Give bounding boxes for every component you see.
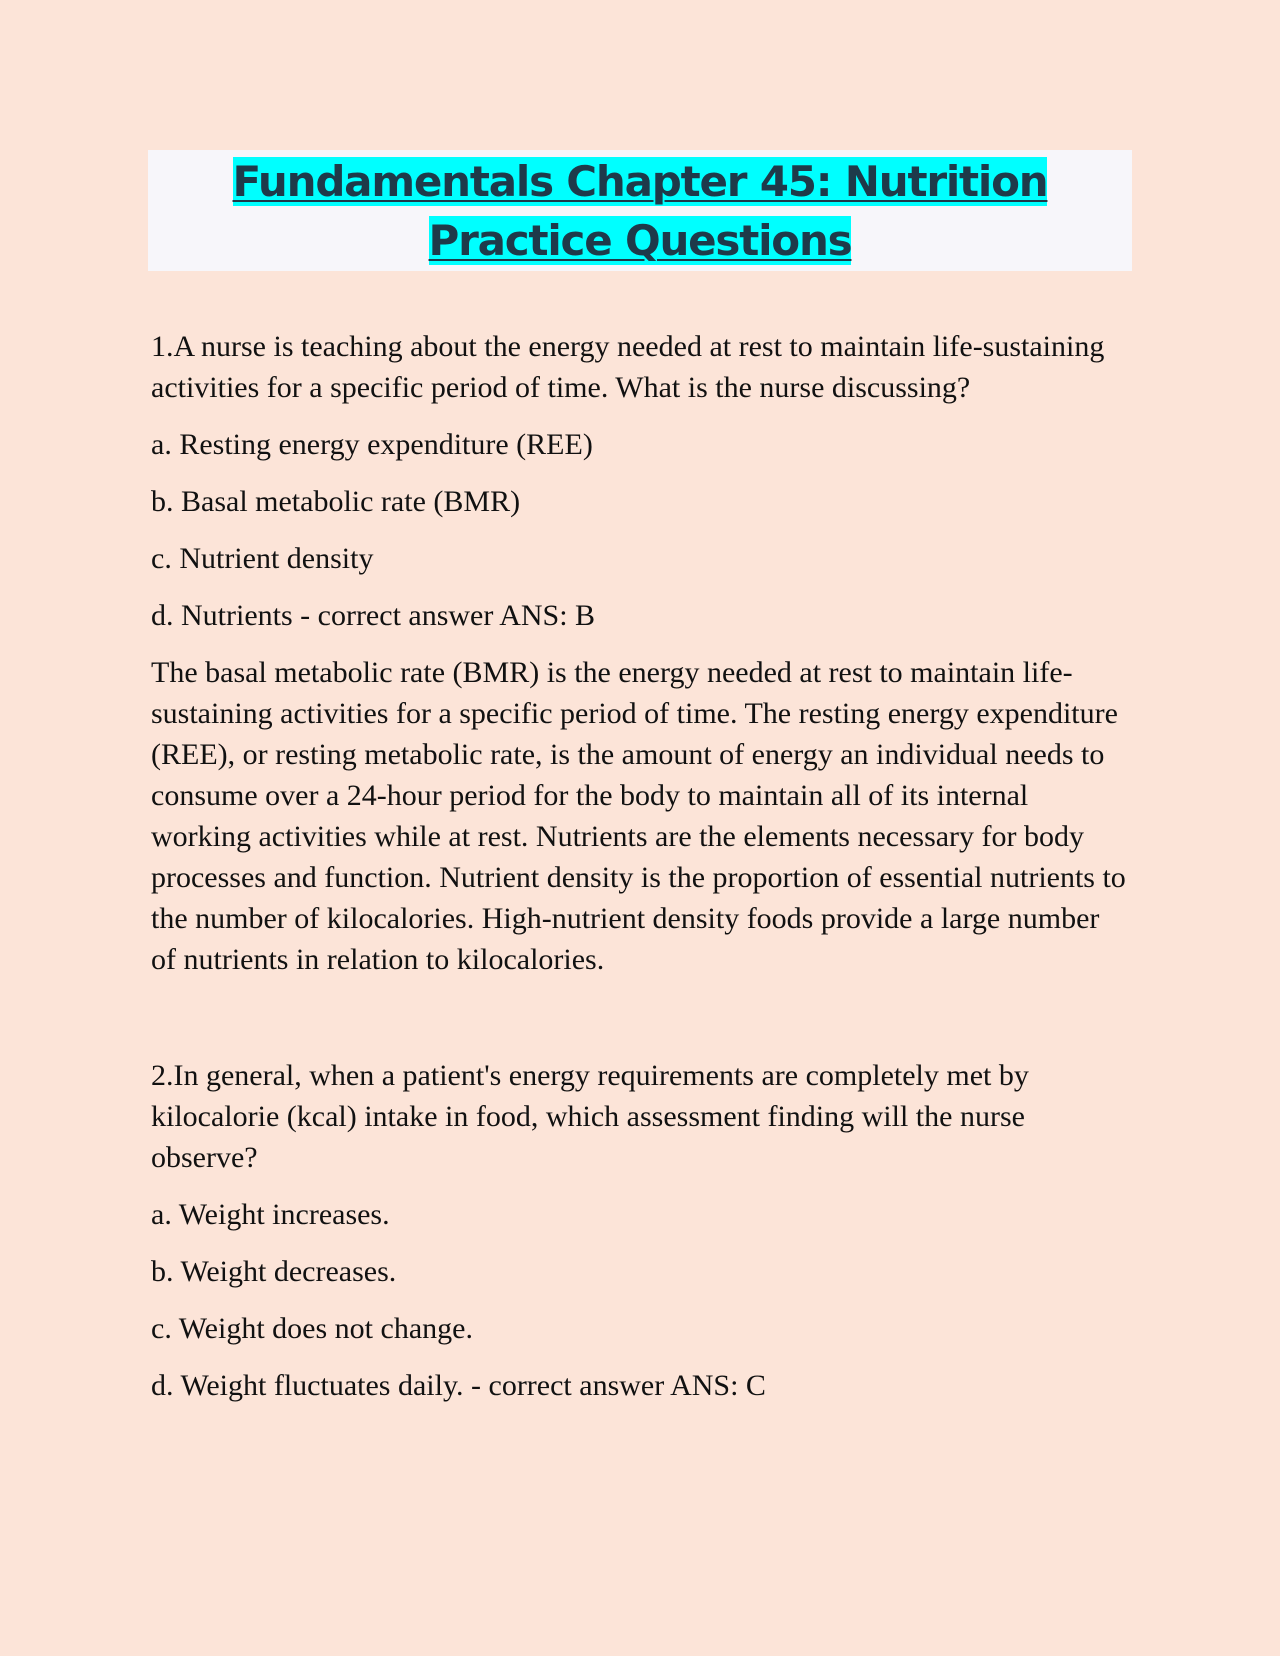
question-2 <box>151 1055 1131 1406</box>
question-spacer <box>151 980 1131 1055</box>
question-2-option-c: c. Weight does not change. <box>151 1312 473 1345</box>
question-1-option-c: c. Nutrient density <box>151 542 374 575</box>
title-box <box>148 150 1132 271</box>
question-1 <box>151 326 1131 980</box>
question-2-option-a: a. Weight increases. <box>151 1198 390 1231</box>
document-title <box>190 152 1090 270</box>
question-1-option-d: d. Nutrients - correct answer ANS: B <box>151 599 596 632</box>
question-1-option-b: b. Basal metabolic rate (BMR) <box>151 485 521 518</box>
document-title-text: Fundamentals Chapter 45: Nutrition Practice Questions <box>232 156 1048 265</box>
question-2-stem: 2.In general, when a patient's energy requirements are completely met by kilocalorie (kcal) intake in food, which assessment finding will the nurse observe? <box>151 1059 1029 1174</box>
question-1-option-a: a. Resting energy expenditure (REE) <box>151 428 593 461</box>
question-1-stem: 1.A nurse is teaching about the energy needed at rest to maintain life-sustaining activities for a specific period of time. What is the nurse discussing? <box>151 330 1105 404</box>
document-body <box>151 326 1131 1422</box>
question-2-option-b: b. Weight decreases. <box>151 1255 397 1288</box>
question-2-option-d: d. Weight fluctuates daily. - correct answer ANS: C <box>151 1369 766 1402</box>
question-1-rationale: The basal metabolic rate (BMR) is the energy needed at rest to maintain life-sustaining activities for a specific period of time. The resting energy expenditure (REE), or resting metabolic rate, is the amount of energy an individual needs to consume over a 24-hour period for the body to maintain all of its internal working activities while at rest. Nutrients are the elements necessary for body processes and function. Nutrient density is the proportion of essential nutrients to the number of kilocalories. High-nutrient density foods provide a large number of nutrients in relation to kilocalories. <box>151 656 1126 976</box>
